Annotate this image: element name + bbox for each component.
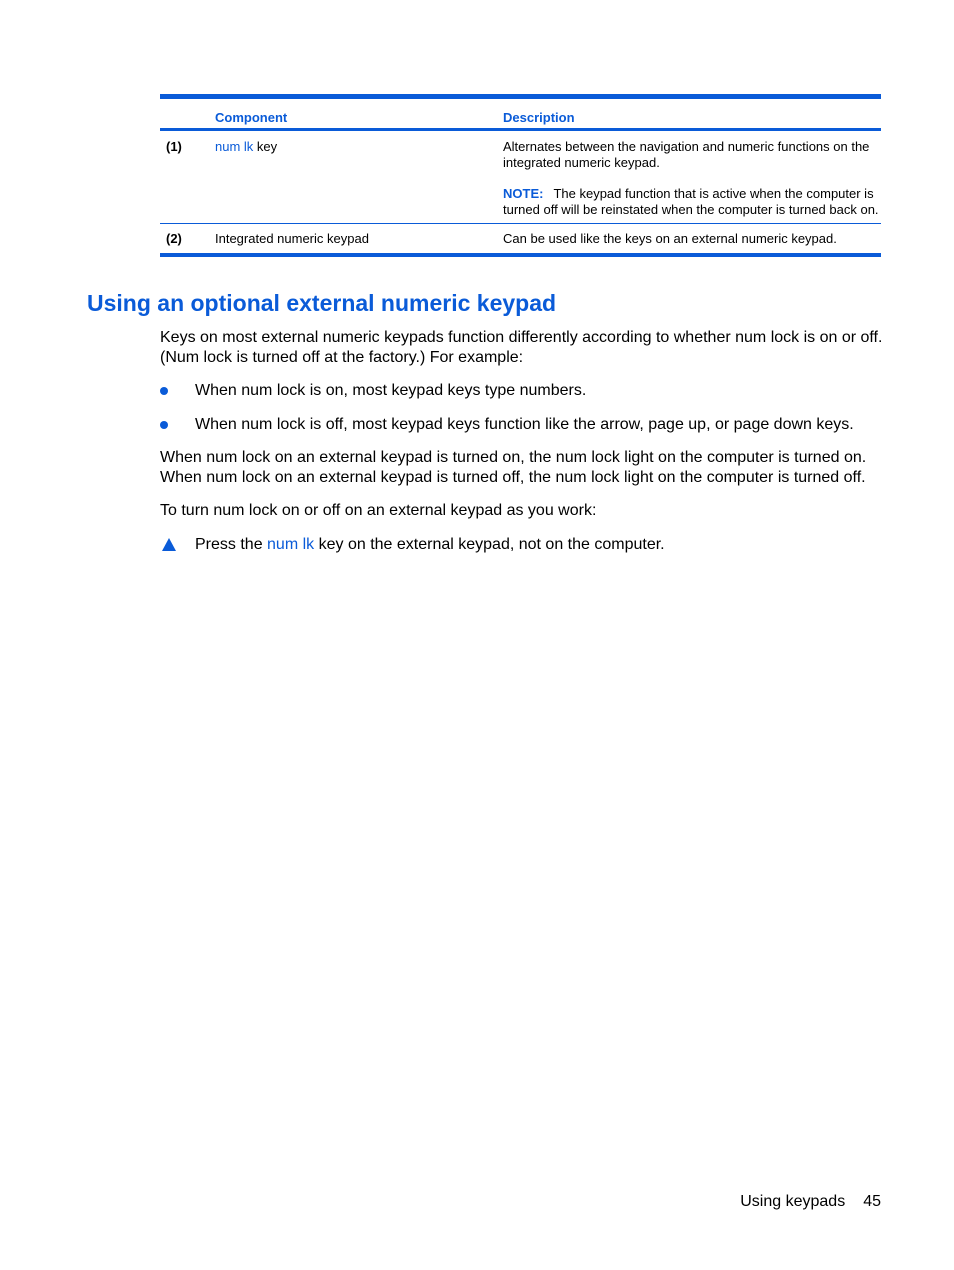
component-suffix: key: [253, 139, 278, 154]
row-number: (2): [166, 231, 182, 246]
table-row: [160, 131, 881, 224]
component-table: [160, 94, 881, 257]
table-header: [160, 99, 881, 131]
bullet-text: When num lock is on, most keypad keys type numbers.: [195, 382, 587, 399]
num-lk-link[interactable]: num lk: [215, 139, 254, 154]
bullet-icon: [160, 421, 168, 429]
footer-section: Using keypads: [740, 1193, 846, 1210]
num-lk-link[interactable]: num lk: [267, 536, 315, 553]
paragraph-instructions: To turn num lock on or off on an external keypad as you work:: [160, 502, 597, 519]
paragraph-num-lock-light: When num lock on an external keypad is turned on, the num lock light on the computer is turned on. When num lock on an external keypad is turned off, the num lock light on the computer is turned off.: [160, 449, 867, 486]
row-description: Can be used like the keys on an external numeric keypad.: [503, 231, 837, 246]
bullet-text: When num lock is off, most keypad keys function like the arrow, page up, or page down keys.: [195, 416, 854, 433]
note: [503, 186, 881, 218]
row-number: (1): [166, 139, 182, 154]
row-component: Integrated numeric keypad: [215, 231, 369, 246]
step-suffix: key on the external keypad, not on the computer.: [314, 536, 665, 553]
row-description: [503, 139, 881, 218]
header-description: Description: [503, 110, 575, 125]
page-footer: [740, 1192, 881, 1212]
intro-paragraph: Keys on most external numeric keypads function differently according to whether num lock is on or off. (Num lock is turned off at the factory.) For example:: [160, 329, 883, 366]
description-text: Alternates between the navigation and numeric functions on the integrated numeric keypad.: [503, 139, 870, 170]
note-label: NOTE:: [503, 186, 544, 201]
step-triangle-icon: [162, 538, 176, 551]
section-heading: Using an optional external numeric keypad: [87, 290, 557, 316]
row-component: [215, 139, 277, 155]
bullet-icon: [160, 387, 168, 395]
step-text: [195, 535, 665, 555]
table-row: [160, 224, 881, 257]
note-text: The keypad function that is active when the computer is turned off will be reinstated when the computer is turned back on.: [503, 186, 879, 217]
header-component: Component: [215, 110, 288, 125]
step-prefix: Press the: [195, 536, 268, 553]
page-number: 45: [863, 1193, 881, 1210]
